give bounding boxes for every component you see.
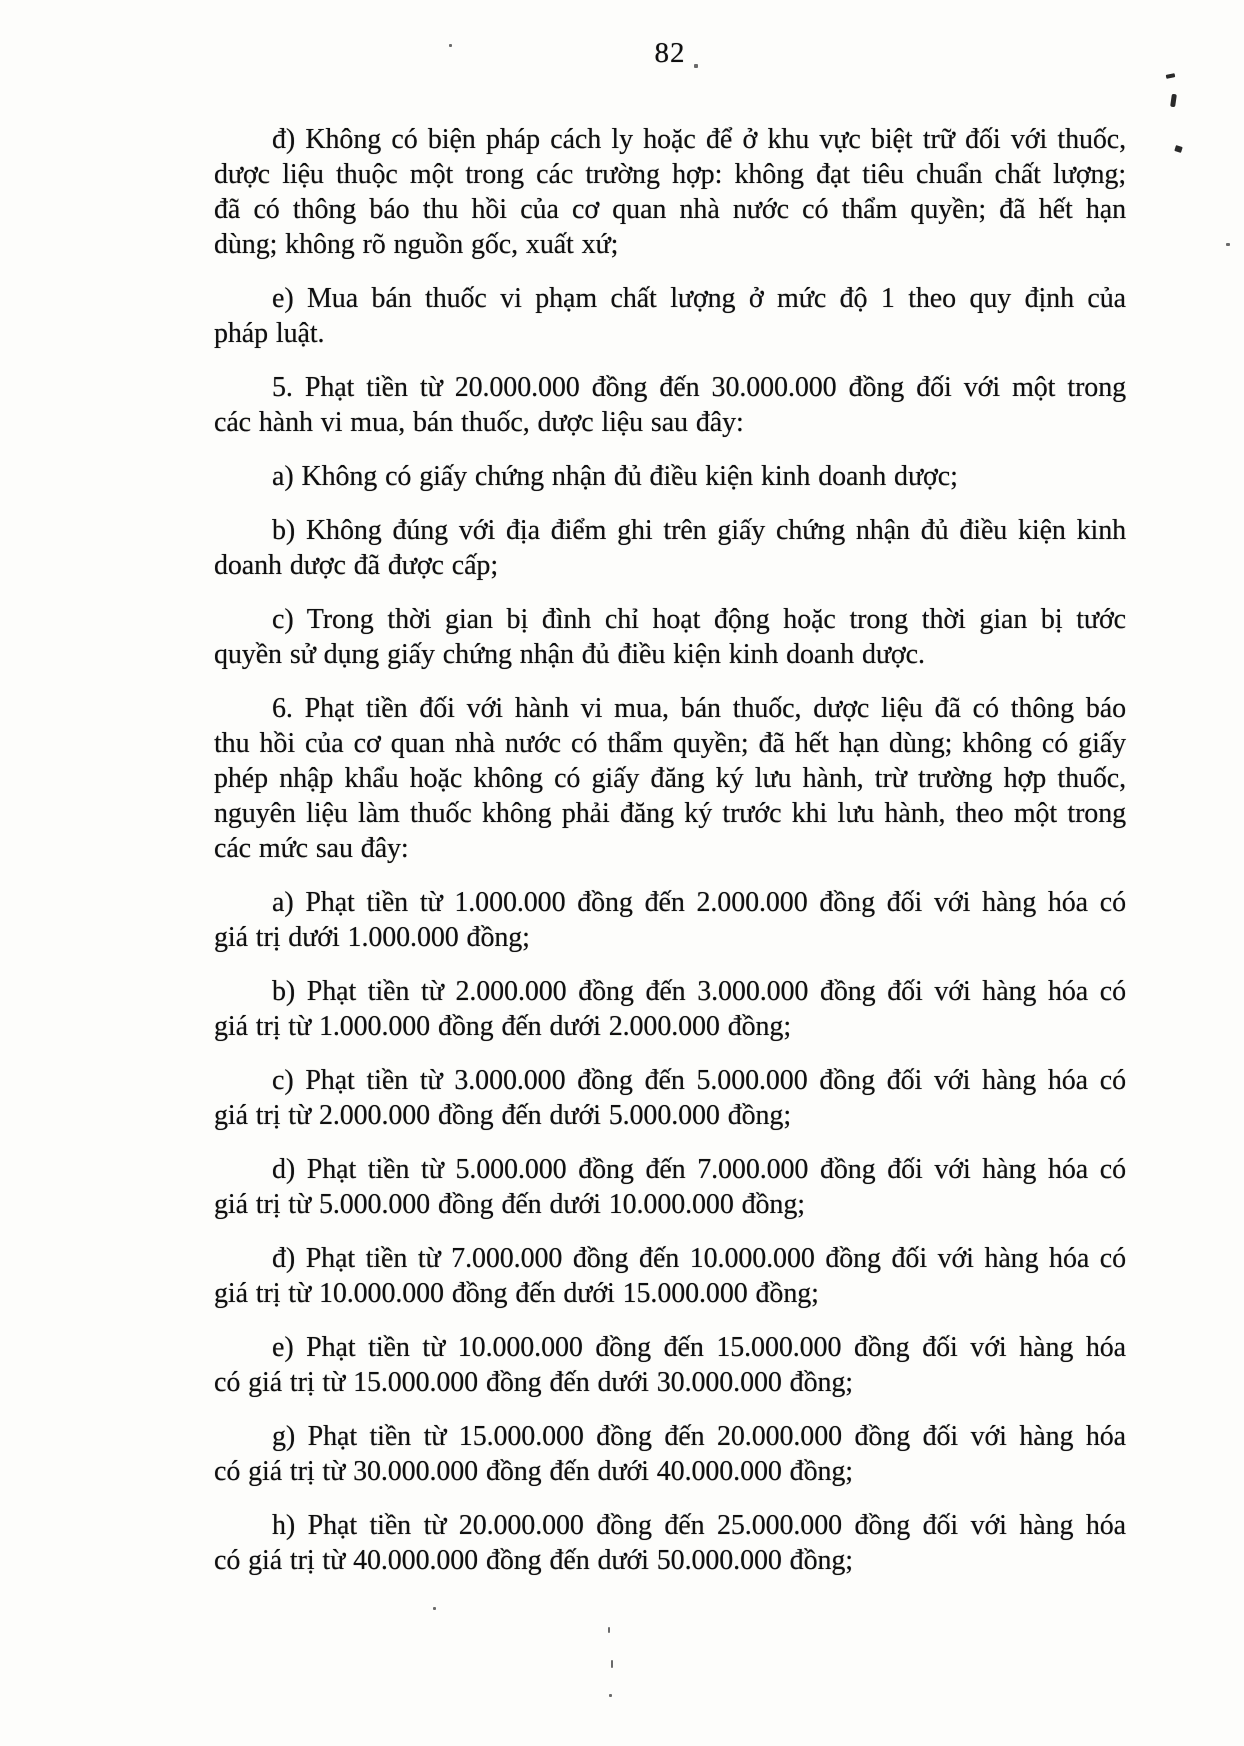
paragraph xyxy=(214,1508,1126,1578)
scan-speck xyxy=(608,1627,610,1633)
text-line: e) Mua bán thuốc vi phạm chất lượng ở mức độ 1 theo quy định của xyxy=(272,283,1126,314)
paragraph xyxy=(214,1152,1126,1222)
text-line: giá trị dưới 1.000.000 đồng; xyxy=(214,922,530,953)
text-line: giá trị từ 1.000.000 đồng đến dưới 2.000.000 đồng; xyxy=(214,1011,792,1042)
text-line: các mức sau đây: xyxy=(214,833,409,864)
text-line: h) Phạt tiền từ 20.000.000 đồng đến 25.000.000 đồng đối với hàng hóa xyxy=(272,1510,1126,1541)
scan-speck xyxy=(1174,145,1183,153)
text-line: b) Không đúng với địa điểm ghi trên giấy chứng nhận đủ điều kiện kinh xyxy=(272,515,1126,546)
scan-speck xyxy=(609,1694,612,1697)
paragraph xyxy=(214,885,1126,955)
scan-speck xyxy=(449,44,452,47)
scan-speck xyxy=(433,1607,436,1610)
document-body xyxy=(214,122,1126,1597)
text-line: 5. Phạt tiền từ 20.000.000 đồng đến 30.000.000 đồng đối với một trong xyxy=(272,372,1126,403)
text-line: có giá trị từ 15.000.000 đồng đến dưới 30.000.000 đồng; xyxy=(214,1367,853,1398)
paragraph xyxy=(214,370,1126,440)
text-line: doanh dược đã được cấp; xyxy=(214,550,499,581)
text-line: thu hồi của cơ quan nhà nước có thẩm quyền; đã hết hạn dùng; không có giấy xyxy=(214,728,1126,759)
scan-speck xyxy=(694,64,698,68)
text-line: đ) Không có biện pháp cách ly hoặc để ở khu vực biệt trữ đối với thuốc, xyxy=(272,124,1126,155)
paragraph xyxy=(214,281,1126,351)
text-line: phép nhập khẩu hoặc không có giấy đăng ký lưu hành, trừ trường hợp thuốc, xyxy=(214,763,1126,794)
text-line: giá trị từ 5.000.000 đồng đến dưới 10.000.000 đồng; xyxy=(214,1189,805,1220)
text-line: d) Phạt tiền từ 5.000.000 đồng đến 7.000.000 đồng đối với hàng hóa có xyxy=(272,1154,1126,1185)
paragraph xyxy=(214,691,1126,866)
paragraph xyxy=(214,513,1126,583)
scan-speck xyxy=(1166,73,1176,79)
text-line: dùng; không rõ nguồn gốc, xuất xứ; xyxy=(214,229,619,260)
paragraph xyxy=(214,459,1126,494)
text-line: a) Phạt tiền từ 1.000.000 đồng đến 2.000.000 đồng đối với hàng hóa có xyxy=(272,887,1126,918)
text-line: các hành vi mua, bán thuốc, dược liệu sau đây: xyxy=(214,407,744,438)
text-line: pháp luật. xyxy=(214,318,325,349)
text-line: c) Phạt tiền từ 3.000.000 đồng đến 5.000.000 đồng đối với hàng hóa có xyxy=(272,1065,1126,1096)
scan-speck xyxy=(611,1660,613,1668)
text-line: 6. Phạt tiền đối với hành vi mua, bán thuốc, dược liệu đã có thông báo xyxy=(272,693,1126,724)
paragraph xyxy=(214,1330,1126,1400)
paragraph xyxy=(214,1419,1126,1489)
scan-speck xyxy=(1226,243,1230,246)
paragraph xyxy=(214,974,1126,1044)
text-line: đ) Phạt tiền từ 7.000.000 đồng đến 10.000.000 đồng đối với hàng hóa có xyxy=(272,1243,1126,1274)
text-line: dược liệu thuộc một trong các trường hợp: không đạt tiêu chuẩn chất lượng; xyxy=(214,159,1126,190)
page-number: 82 xyxy=(654,37,686,69)
text-line: có giá trị từ 40.000.000 đồng đến dưới 50.000.000 đồng; xyxy=(214,1545,853,1576)
paragraph xyxy=(214,1063,1126,1133)
paragraph xyxy=(214,602,1126,672)
text-line: b) Phạt tiền từ 2.000.000 đồng đến 3.000.000 đồng đối với hàng hóa có xyxy=(272,976,1126,1007)
text-line: e) Phạt tiền từ 10.000.000 đồng đến 15.000.000 đồng đối với hàng hóa xyxy=(272,1332,1126,1363)
text-line: nguyên liệu làm thuốc không phải đăng ký trước khi lưu hành, theo một trong xyxy=(214,798,1126,829)
text-line: g) Phạt tiền từ 15.000.000 đồng đến 20.000.000 đồng đối với hàng hóa xyxy=(272,1421,1126,1452)
text-line: c) Trong thời gian bị đình chỉ hoạt động hoặc trong thời gian bị tước xyxy=(272,604,1126,635)
paragraph xyxy=(214,1241,1126,1311)
text-line: giá trị từ 10.000.000 đồng đến dưới 15.000.000 đồng; xyxy=(214,1278,819,1309)
text-line: giá trị từ 2.000.000 đồng đến dưới 5.000.000 đồng; xyxy=(214,1100,792,1131)
scan-speck xyxy=(1170,94,1177,108)
text-line: có giá trị từ 30.000.000 đồng đến dưới 40.000.000 đồng; xyxy=(214,1456,853,1487)
text-line: đã có thông báo thu hồi của cơ quan nhà nước có thẩm quyền; đã hết hạn xyxy=(214,194,1126,225)
text-line: a) Không có giấy chứng nhận đủ điều kiện kinh doanh dược; xyxy=(272,461,958,492)
text-line: quyền sử dụng giấy chứng nhận đủ điều kiện kinh doanh dược. xyxy=(214,639,925,670)
paragraph xyxy=(214,122,1126,262)
